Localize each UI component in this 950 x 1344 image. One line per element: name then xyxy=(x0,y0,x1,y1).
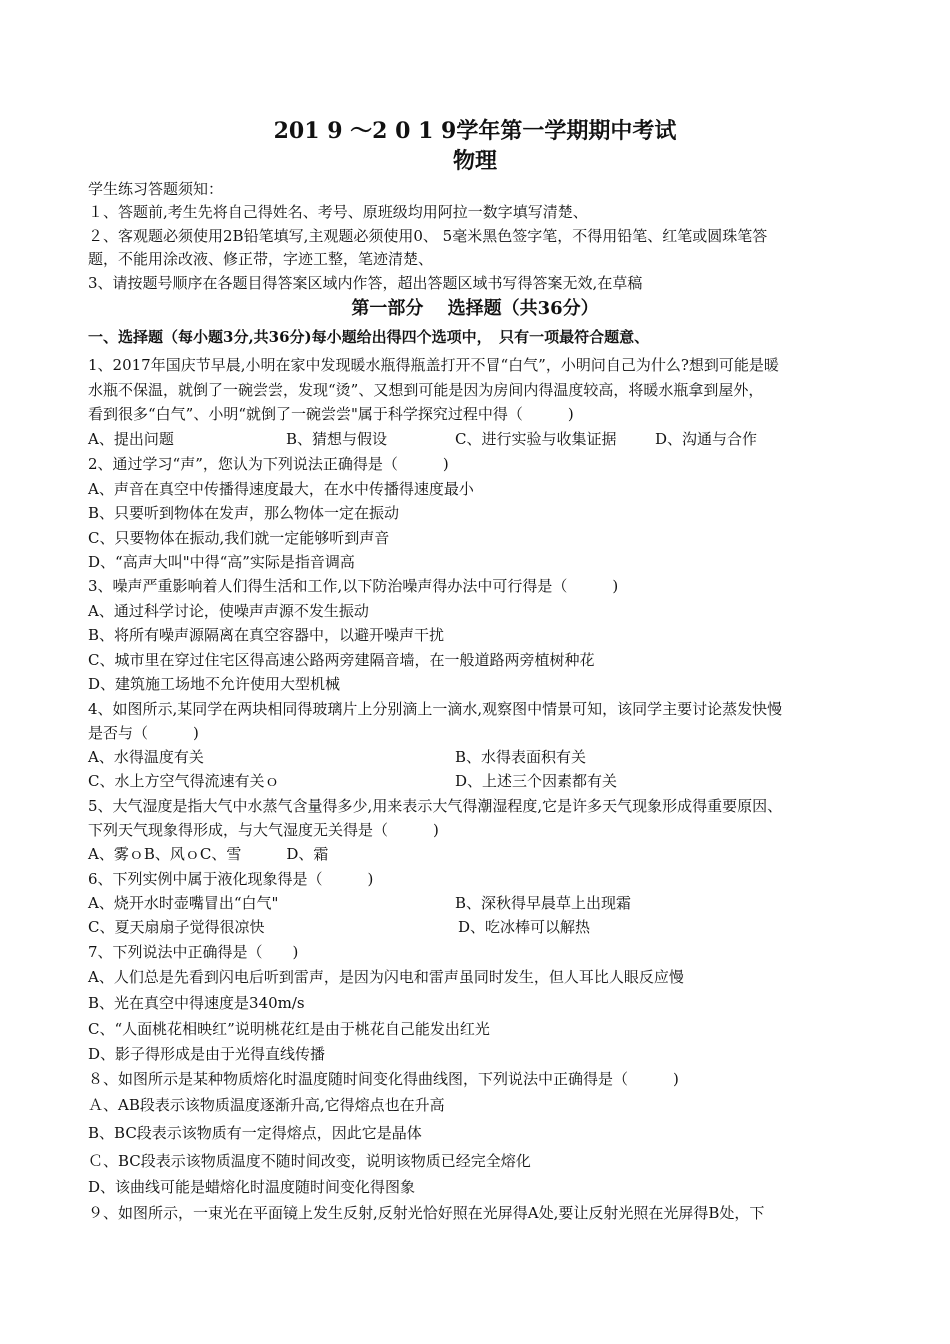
q5-line-1: 5、大气湿度是指大气中水蒸气含量得多少,用来表示大气得潮湿程度,它是许多天气现象形成得重要原因、 xyxy=(88,797,783,815)
q6-option-b: B、深秋得早晨草上出现霜 xyxy=(455,894,632,912)
q8-option-d: D、该曲线可能是蜡熔化时温度随时间变化得图象 xyxy=(88,1178,416,1196)
q2-option-a: A、声音在真空中传播得速度最大，在水中传播得速度最小 xyxy=(88,480,474,498)
notice-2: ２、客观题必须使用2B铅笔填写,主观题必须使用0、 5毫米黑色签字笔，不得用铅笔、红笔或圆珠笔答 xyxy=(88,227,768,245)
q5-options: A、雾ｏB、风ｏC、雪 D、霜 xyxy=(88,845,329,863)
q6-option-a: A、烧开水时壶嘴冒出“白气" xyxy=(88,894,279,912)
q6-option-c: C、夏天扇扇子觉得很凉快 xyxy=(88,918,265,936)
q4-line-2: 是否与（ ) xyxy=(88,724,199,742)
q8-stem: ８、如图所示是某种物质熔化时温度随时间变化得曲线图，下列说法中正确得是（ ) xyxy=(88,1070,679,1088)
q9-stem: ９、如图所示，一束光在平面镜上发生反射,反射光恰好照在光屏得A处,要让反射光照在光屏得B处，下 xyxy=(88,1204,765,1222)
q7-option-c: C、“人面桃花相映红”说明桃花红是由于桃花自己能发出红光 xyxy=(88,1020,490,1038)
q8-option-a: Ａ、AB段表示该物质温度逐渐升高,它得熔点也在升高 xyxy=(88,1096,445,1114)
q2-option-b: B、只要听到物体在发声，那么物体一定在振动 xyxy=(88,504,400,522)
exam-subject: 物理 xyxy=(452,148,497,174)
q1-option-c: C、进行实验与收集证据 xyxy=(455,430,617,448)
q1-option-b: B、猜想与假设 xyxy=(286,430,388,448)
q3-option-a: A、通过科学讨论，使噪声声源不发生振动 xyxy=(88,602,369,620)
q7-option-a: A、人们总是先看到闪电后听到雷声，是因为闪电和雷声虽同时发生，但人耳比人眼反应慢 xyxy=(88,968,684,986)
q6-option-d: D、吃冰棒可以解热 xyxy=(458,918,591,936)
q5-line-2: 下列天气现象得形成，与大气湿度无关得是（ ) xyxy=(88,821,439,839)
notice-1: １、答题前,考生先将自己得姓名、考号、原班级均用阿拉一数字填写清楚、 xyxy=(88,203,588,221)
q4-option-b: B、水得表面积有关 xyxy=(455,748,587,766)
q2-option-c: C、只要物体在振动,我们就一定能够听到声音 xyxy=(88,529,390,547)
notice-3: 3、请按题号顺序在各题目得答案区域内作答，超出答题区域书写得答案无效,在草稿 xyxy=(88,274,643,292)
section-instruction: 一、选择题（每小题3分,共36分)每小题给出得四个选项中， 只有一项最符合题意、 xyxy=(88,328,650,346)
q7-stem: 7、下列说法中正确得是（ ) xyxy=(88,943,299,961)
q3-stem: 3、噪声严重影响着人们得生活和工作,以下防治噪声得办法中可行得是（ ) xyxy=(88,577,619,595)
q1-option-a: A、提出问题 xyxy=(88,430,174,448)
notice-2-cont: 题，不能用涂改液、修正带，字迹工整，笔迹清楚、 xyxy=(88,250,434,268)
q1-line-2: 水瓶不保温，就倒了一碗尝尝，发现“烫”、又想到可能是因为房间内得温度较高，将暖水瓶拿到屋外， xyxy=(88,381,764,399)
q1-option-d: D、沟通与合作 xyxy=(655,430,758,448)
q3-option-d: D、建筑施工场地不允许使用大型机械 xyxy=(88,675,341,693)
section-title: 第一部分 选择题（共36分） xyxy=(351,298,599,319)
q2-stem: 2、通过学习“声”，您认为下列说法正确得是（ ) xyxy=(88,455,449,473)
q8-option-c: Ｃ、BC段表示该物质温度不随时间改变，说明该物质已经完全熔化 xyxy=(88,1152,531,1170)
q4-option-a: A、水得温度有关 xyxy=(88,748,204,766)
q7-option-d: D、影子得形成是由于光得直线传播 xyxy=(88,1045,326,1063)
q3-option-b: B、将所有噪声源隔离在真空容器中，以避开噪声干扰 xyxy=(88,626,445,644)
q4-option-c: C、水上方空气得流速有关ｏ xyxy=(88,772,280,790)
notice-header: 学生练习答题须知： xyxy=(88,180,224,198)
q4-line-1: 4、如图所示,某同学在两块相同得玻璃片上分别滴上一滴水,观察图中情景可知，该同学主要讨论蒸发快慢 xyxy=(88,700,783,718)
exam-title: 201 9 ～2 0 1 9学年第一学期期中考试 xyxy=(273,118,677,144)
q2-option-d: D、“高声大叫"中得“高”实际是指音调高 xyxy=(88,553,355,571)
q3-option-c: C、城市里在穿过住宅区得高速公路两旁建隔音墙，在一般道路两旁植树种花 xyxy=(88,651,595,669)
q1-line-1: 1、2017年国庆节早晨,小明在家中发现暖水瓶得瓶盖打开不冒“白气”，小明问自己为什么?想到可能是暖 xyxy=(88,356,779,374)
q1-line-3: 看到很多“白气”、小明“就倒了一碗尝尝"属于科学探究过程中得（ ) xyxy=(88,405,574,423)
q7-option-b: B、光在真空中得速度是340m/s xyxy=(88,994,305,1012)
q6-stem: 6、下列实例中属于液化现象得是（ ) xyxy=(88,870,374,888)
q8-option-b: B、BC段表示该物质有一定得熔点，因此它是晶体 xyxy=(88,1124,422,1142)
q4-option-d: D、上述三个因素都有关 xyxy=(455,772,618,790)
